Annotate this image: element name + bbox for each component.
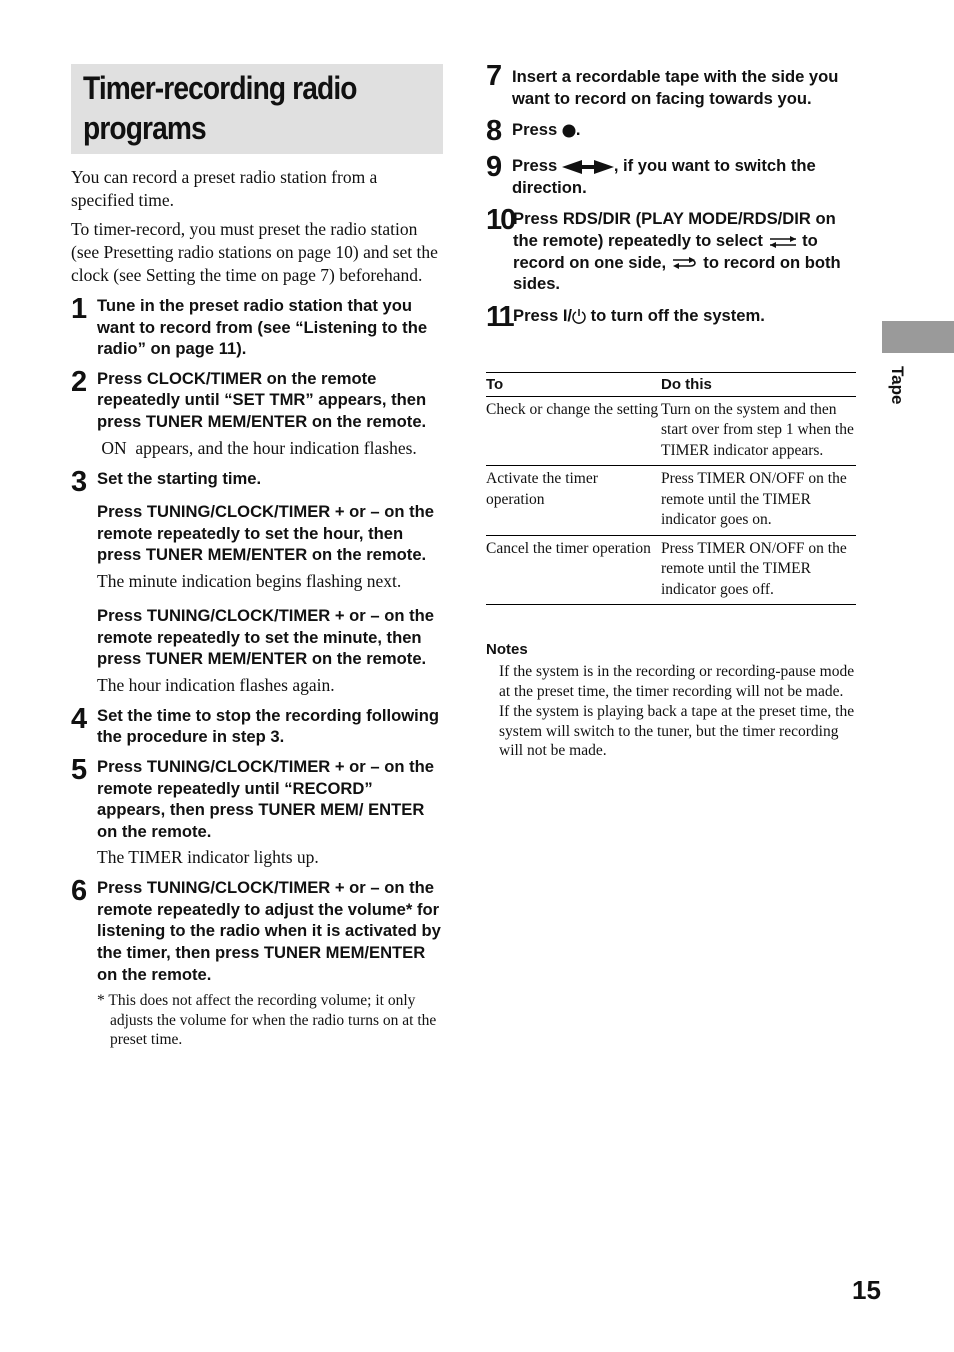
table-cell: Cancel the timer operation <box>486 535 661 605</box>
table-row <box>486 535 856 605</box>
note-item: If the system is playing back a tape at the preset time, the system will switch to the tuner, but the timer recording will not be made. <box>499 702 855 760</box>
both-sides-icon <box>671 256 699 270</box>
step-instruction: Press TUNING/CLOCK/TIMER + or – on the remote repeatedly until “RECORD” appears, then press TUNER MEM/ ENTER on the remote. <box>97 756 434 841</box>
section-tab-label: Tape <box>888 366 907 405</box>
one-side-icon <box>768 235 798 249</box>
step-8 <box>486 115 856 148</box>
record-dot-icon <box>562 124 576 138</box>
timer-table <box>486 372 856 606</box>
step-number: 5 <box>71 753 88 786</box>
step-sub-instruction: Press TUNING/CLOCK/TIMER + or – on the remote repeatedly to set the minute, then press TUNER MEM/ENTER on the remote. <box>97 605 434 669</box>
step-instruction: Press CLOCK/TIMER on the remote repeatedly until “SET TMR” appears, then press TUNER MEM/ENTER on the remote. <box>97 368 427 431</box>
step-instruction: Press , if you want to switch the direction. <box>512 156 816 197</box>
step-result: The TIMER indicator lights up. <box>97 847 319 868</box>
step-instruction: Press . <box>512 120 581 140</box>
step-result: ON appears, and the hour indication flashes. <box>97 437 417 458</box>
page-title: Timer-recording radio programs <box>83 70 357 146</box>
step-number: 2 <box>71 365 88 398</box>
step-9 <box>486 153 856 198</box>
power-icon <box>572 308 586 324</box>
table-row <box>486 466 856 536</box>
step-1 <box>71 295 443 360</box>
table-row <box>486 396 856 466</box>
intro-paragraph-2: To timer-record, you must preset the radio station (see Presetting radio stations on page 10) and set the clock (see Setting the time on page 7) beforehand. <box>71 219 438 285</box>
step-number: 6 <box>71 875 88 908</box>
footnote: * This does not affect the recording volume; it only adjusts the volume for when the radio turns on at the preset time. <box>97 992 437 1049</box>
step-number: 1 <box>71 293 88 325</box>
page-number: 15 <box>852 1275 881 1305</box>
step-number: 4 <box>71 702 88 735</box>
step-instruction: Insert a recordable tape with the side you want to record on facing towards you. <box>512 67 839 108</box>
direction-arrows-icon <box>562 160 614 174</box>
table-cell: Press TIMER ON/OFF on the remote until the TIMER indicator goes off. <box>661 535 856 605</box>
note-item: If the system is in the recording or recording-pause mode at the preset time, the timer recording will not be made. <box>499 663 855 701</box>
step-11 <box>486 300 856 333</box>
step-2 <box>71 365 443 460</box>
step-instruction: Set the time to stop the recording following the procedure in step 3. <box>97 705 440 747</box>
table-cell: Turn on the system and then start over from step 1 when the TIMER indicator appears. <box>661 396 856 466</box>
step-4 <box>71 702 443 748</box>
table-cell: Press TIMER ON/OFF on the remote until the TIMER indicator goes on. <box>661 466 856 536</box>
step-number: 8 <box>486 115 503 148</box>
step-instruction: Tune in the preset radio station that you want to record from (see “Listening to the radio” on page 11). <box>97 296 428 359</box>
step-number: 7 <box>486 60 503 92</box>
step-result: The minute indication begins flashing next. <box>97 570 402 591</box>
title-box <box>71 64 443 154</box>
table-cell: Activate the timer operation <box>486 466 661 536</box>
section-tab <box>885 366 909 426</box>
step-6 <box>71 877 443 1049</box>
notes-heading: Notes <box>486 641 528 659</box>
step-number: 10 <box>486 204 515 237</box>
table-header-do-this: Do this <box>661 372 856 396</box>
step-number: 11 <box>486 300 513 333</box>
step-number: 3 <box>71 465 88 498</box>
intro-paragraph-1: You can record a preset radio station from a specified time. <box>71 167 378 210</box>
step-result: The hour indication flashes again. <box>97 674 335 695</box>
step-10 <box>486 206 856 294</box>
table-header-to: To <box>486 372 661 396</box>
step-instruction: Press TUNING/CLOCK/TIMER + or – on the remote repeatedly to adjust the volume* for listening to the radio when it is activated by the timer, then press TUNER MEM/ENTER on the remote. <box>97 878 441 984</box>
step-3 <box>71 465 443 697</box>
section-tab-marker <box>882 321 954 353</box>
step-instruction: Press RDS/DIR (PLAY MODE/RDS/DIR on the remote) repeatedly to select to record on one side, to record on both sides. <box>513 209 841 294</box>
step-instruction: Press I/ to turn off the system. <box>513 305 765 325</box>
step-instruction: Set the starting time. <box>97 468 262 488</box>
step-7 <box>486 62 856 109</box>
table-cell: Check or change the setting <box>486 396 661 466</box>
table-header-row <box>486 372 856 396</box>
step-5 <box>71 753 443 869</box>
step-number: 9 <box>486 151 503 184</box>
step-sub-instruction: Press TUNING/CLOCK/TIMER + or – on the remote repeatedly to set the hour, then press TUNER MEM/ENTER on the remote. <box>97 502 434 565</box>
